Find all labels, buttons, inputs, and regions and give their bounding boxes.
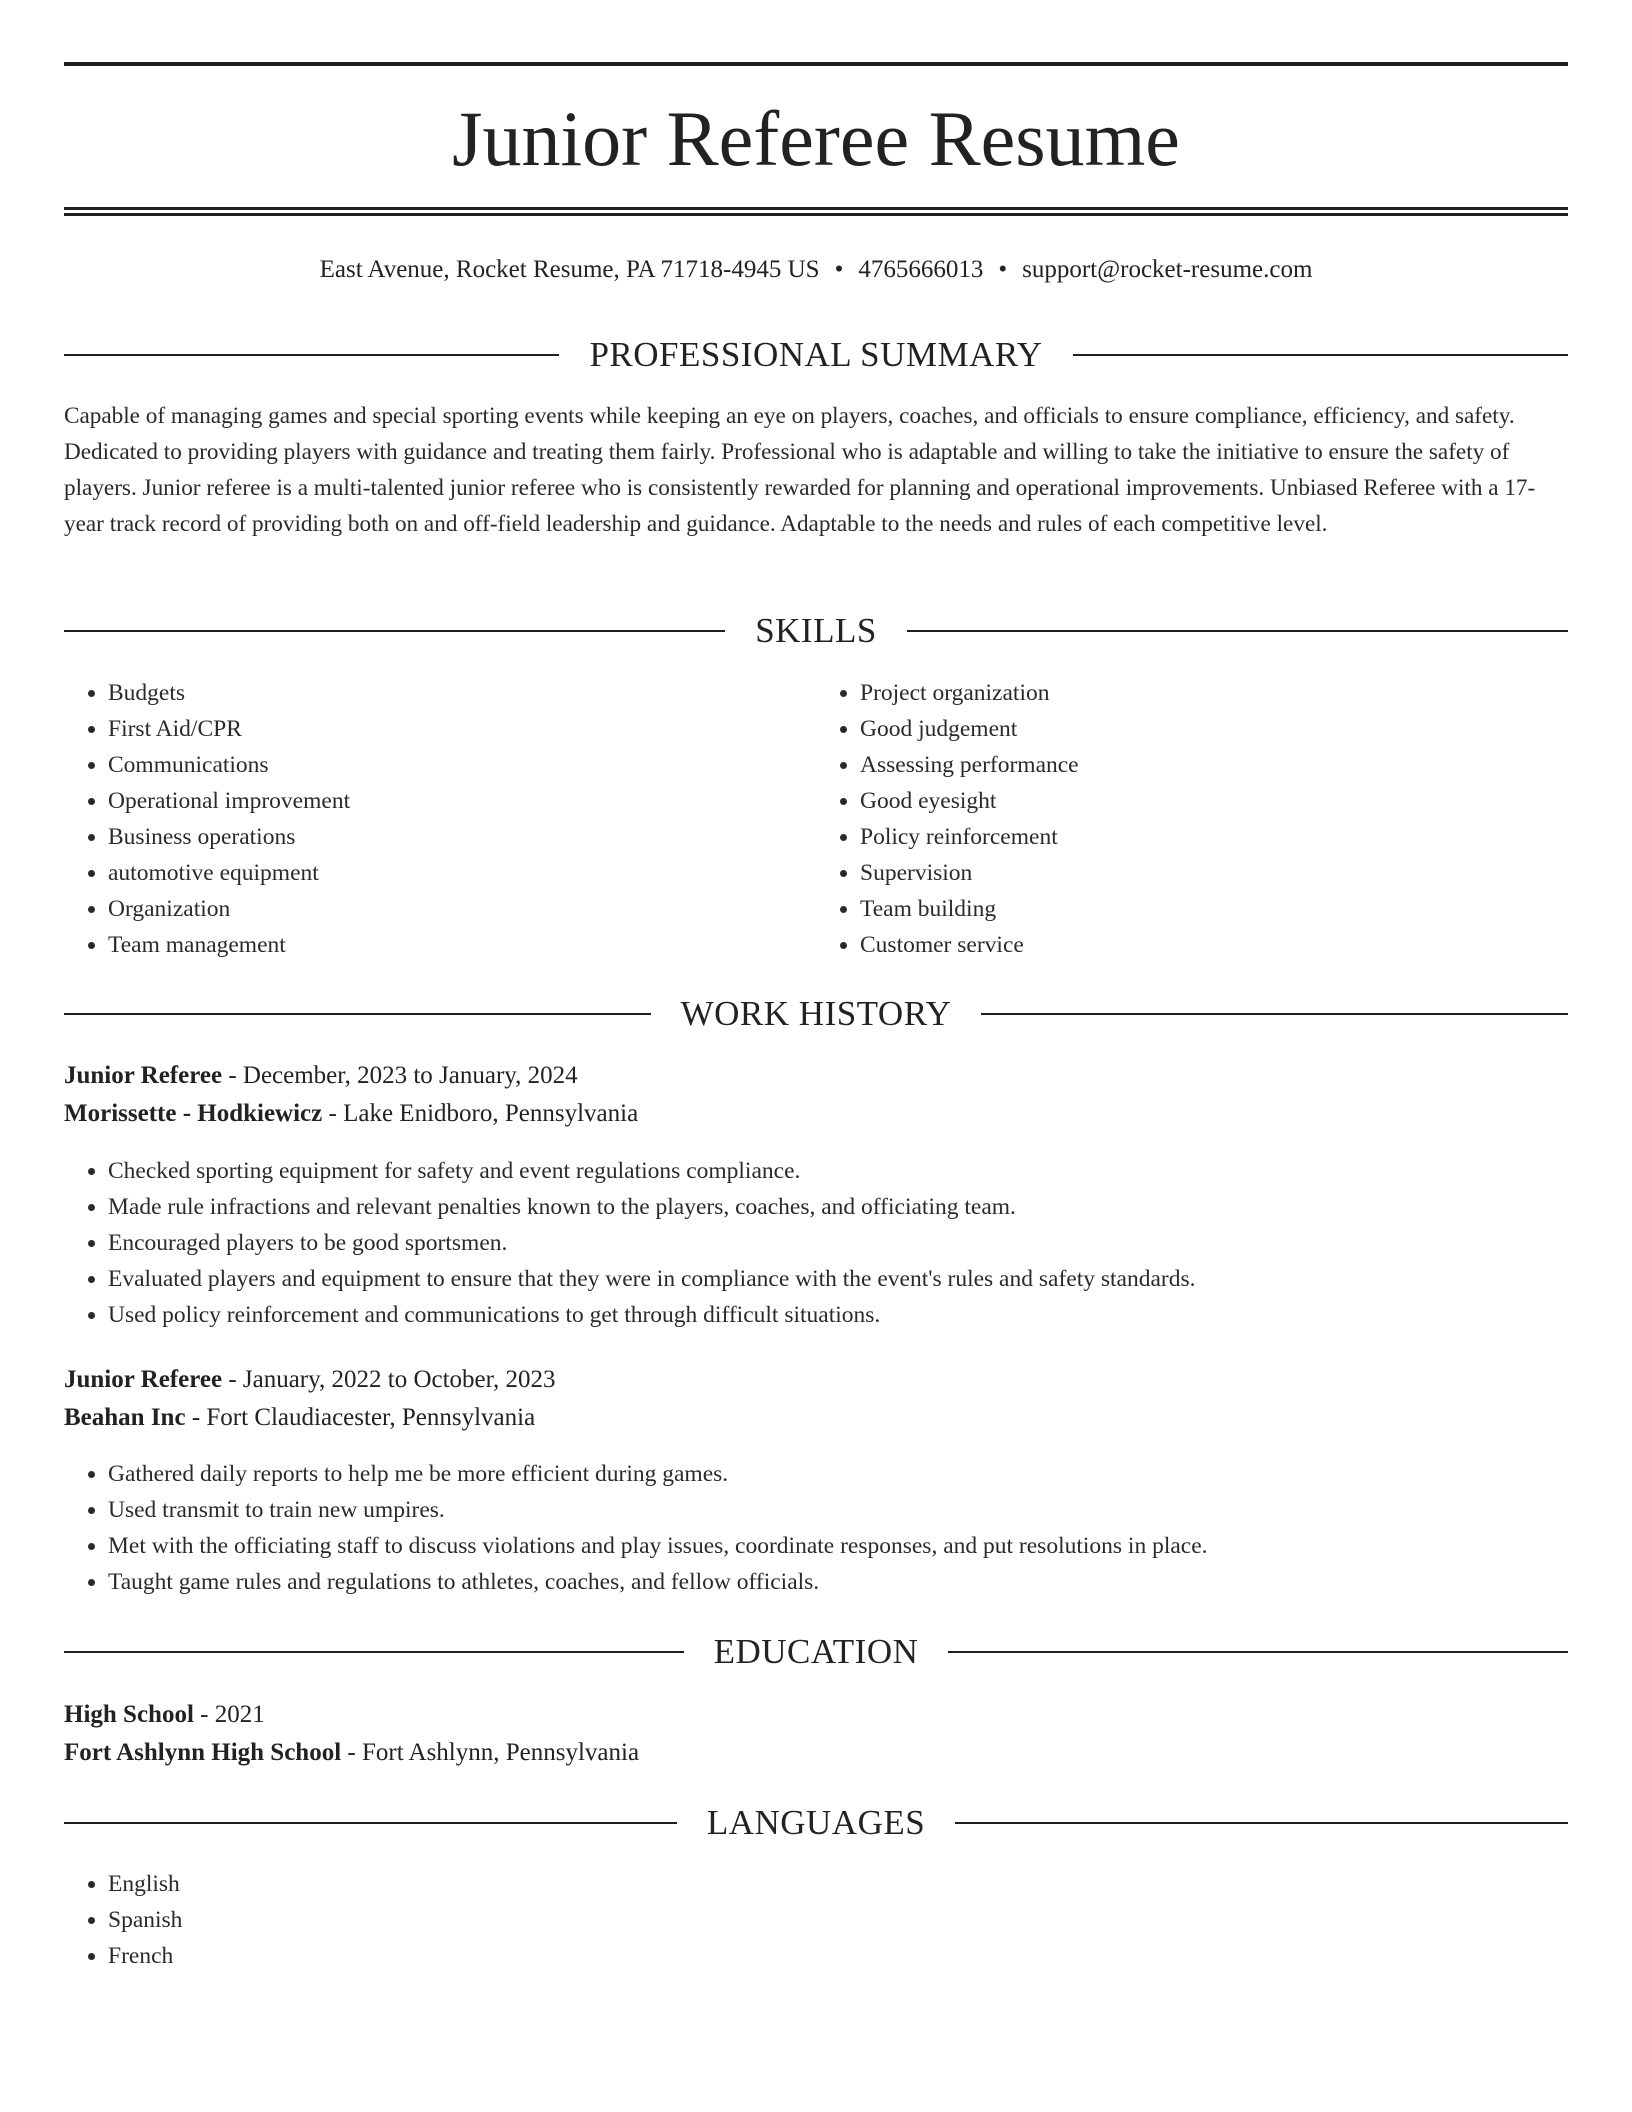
contact-phone: 4765666013: [858, 256, 984, 283]
languages-list: [64, 1866, 1568, 1974]
education-school-line: [64, 1734, 1568, 1772]
contact-separator: •: [834, 256, 844, 283]
section-title: PROFESSIONAL SUMMARY: [589, 335, 1043, 374]
education-year: - 2021: [193, 1701, 265, 1728]
job-company-line: [64, 1399, 1568, 1437]
list-item: • Good judgement: [860, 711, 1568, 747]
education-degree: High School: [64, 1701, 194, 1728]
skills-column-left: [64, 675, 816, 963]
list-item: • Taught game rules and regulations to athletes, coaches, and fellow officials.: [108, 1564, 1568, 1600]
job-dates: - January, 2022 to October, 2023: [222, 1366, 556, 1393]
job-bullets: [64, 1153, 1568, 1333]
section-header-summary: [64, 335, 1568, 375]
job-location: - Lake Enidboro, Pennsylvania: [322, 1100, 639, 1127]
title-block: [64, 95, 1568, 182]
page-title: Junior Referee Resume: [452, 95, 1180, 182]
title-double-rule: [64, 207, 1568, 216]
list-item: • Supervision: [860, 855, 1568, 891]
list-item: • Budgets: [108, 675, 816, 711]
job-bullets: [64, 1456, 1568, 1600]
list-item: • Checked sporting equipment for safety and event regulations compliance.: [108, 1153, 1568, 1189]
list-item: • automotive equipment: [108, 855, 816, 891]
list-item: • Made rule infractions and relevant penalties known to the players, coaches, and officiating team.: [108, 1189, 1568, 1225]
list-item: • Encouraged players to be good sportsmen.: [108, 1225, 1568, 1261]
list-item: • Assessing performance: [860, 747, 1568, 783]
list-item: • Operational improvement: [108, 783, 816, 819]
list-item: • French: [108, 1938, 1568, 1974]
list-item: • Project organization: [860, 675, 1568, 711]
list-item: • Policy reinforcement: [860, 819, 1568, 855]
list-item: • Customer service: [860, 927, 1568, 963]
job-title-line: [64, 1057, 1568, 1095]
job-company-line: [64, 1095, 1568, 1133]
job-title-line: [64, 1361, 1568, 1399]
contact-email: support@rocket-resume.com: [1022, 256, 1313, 283]
contact-line: [64, 255, 1568, 285]
section-header-work: [64, 994, 1568, 1034]
job-dates: - December, 2023 to January, 2024: [222, 1062, 578, 1089]
list-item: • Organization: [108, 891, 816, 927]
job-company: Beahan Inc: [64, 1404, 186, 1431]
section-title: LANGUAGES: [706, 1803, 926, 1842]
list-item: • Used policy reinforcement and communications to get through difficult situations.: [108, 1297, 1568, 1333]
section-header-education: [64, 1632, 1568, 1672]
contact-address: East Avenue, Rocket Resume, PA 71718-4945 US: [319, 256, 820, 283]
education-location: - Fort Ashlynn, Pennsylvania: [341, 1739, 640, 1766]
list-item: • Spanish: [108, 1902, 1568, 1938]
section-title: EDUCATION: [713, 1632, 919, 1671]
job-entry: [64, 1361, 1568, 1437]
list-item: • Used transmit to train new umpires.: [108, 1492, 1568, 1528]
job-location: - Fort Claudiacester, Pennsylvania: [185, 1404, 536, 1431]
job-entry: [64, 1057, 1568, 1133]
list-item: • First Aid/CPR: [108, 711, 816, 747]
list-item: • Business operations: [108, 819, 816, 855]
job-title: Junior Referee: [64, 1366, 223, 1393]
list-item: • Evaluated players and equipment to ensure that they were in compliance with the event's rules and safety standards.: [108, 1261, 1568, 1297]
education-school: Fort Ashlynn High School: [64, 1739, 342, 1766]
list-item: • English: [108, 1866, 1568, 1902]
job-title: Junior Referee: [64, 1062, 223, 1089]
section-header-skills: [64, 611, 1568, 651]
top-rule: [64, 62, 1568, 66]
contact-separator: •: [998, 256, 1008, 283]
education-entry: [64, 1696, 1568, 1772]
section-title: SKILLS: [755, 611, 877, 650]
job-company: Morissette - Hodkiewicz: [64, 1100, 323, 1127]
section-header-languages: [64, 1803, 1568, 1843]
list-item: • Good eyesight: [860, 783, 1568, 819]
summary-text: Capable of managing games and special sporting events while keeping an eye on players, coaches, and officials to ensure compliance, efficiency, and safety. Dedicated to providing players with guidance and treating them fairly. Professional who is adaptable and willing to take the initiative to ensure the safety of players. Junior referee is a multi-talented junior referee who is consistently rewarded for planning and operational improvements. Unbiased Referee with a 17-year track record of providing both on and off-field leadership and guidance. Adaptable to the needs and rules of each competitive level.: [64, 403, 1536, 537]
skills-column-right: [816, 675, 1568, 963]
list-item: • Team building: [860, 891, 1568, 927]
list-item: • Communications: [108, 747, 816, 783]
list-item: • Team management: [108, 927, 816, 963]
list-item: • Met with the officiating staff to discuss violations and play issues, coordinate responses, and put resolutions in place.: [108, 1528, 1568, 1564]
list-item: • Gathered daily reports to help me be more efficient during games.: [108, 1456, 1568, 1492]
summary-block: [64, 398, 1568, 542]
skills-list: [64, 675, 1568, 963]
education-degree-line: [64, 1696, 1568, 1734]
section-title: WORK HISTORY: [680, 994, 952, 1033]
